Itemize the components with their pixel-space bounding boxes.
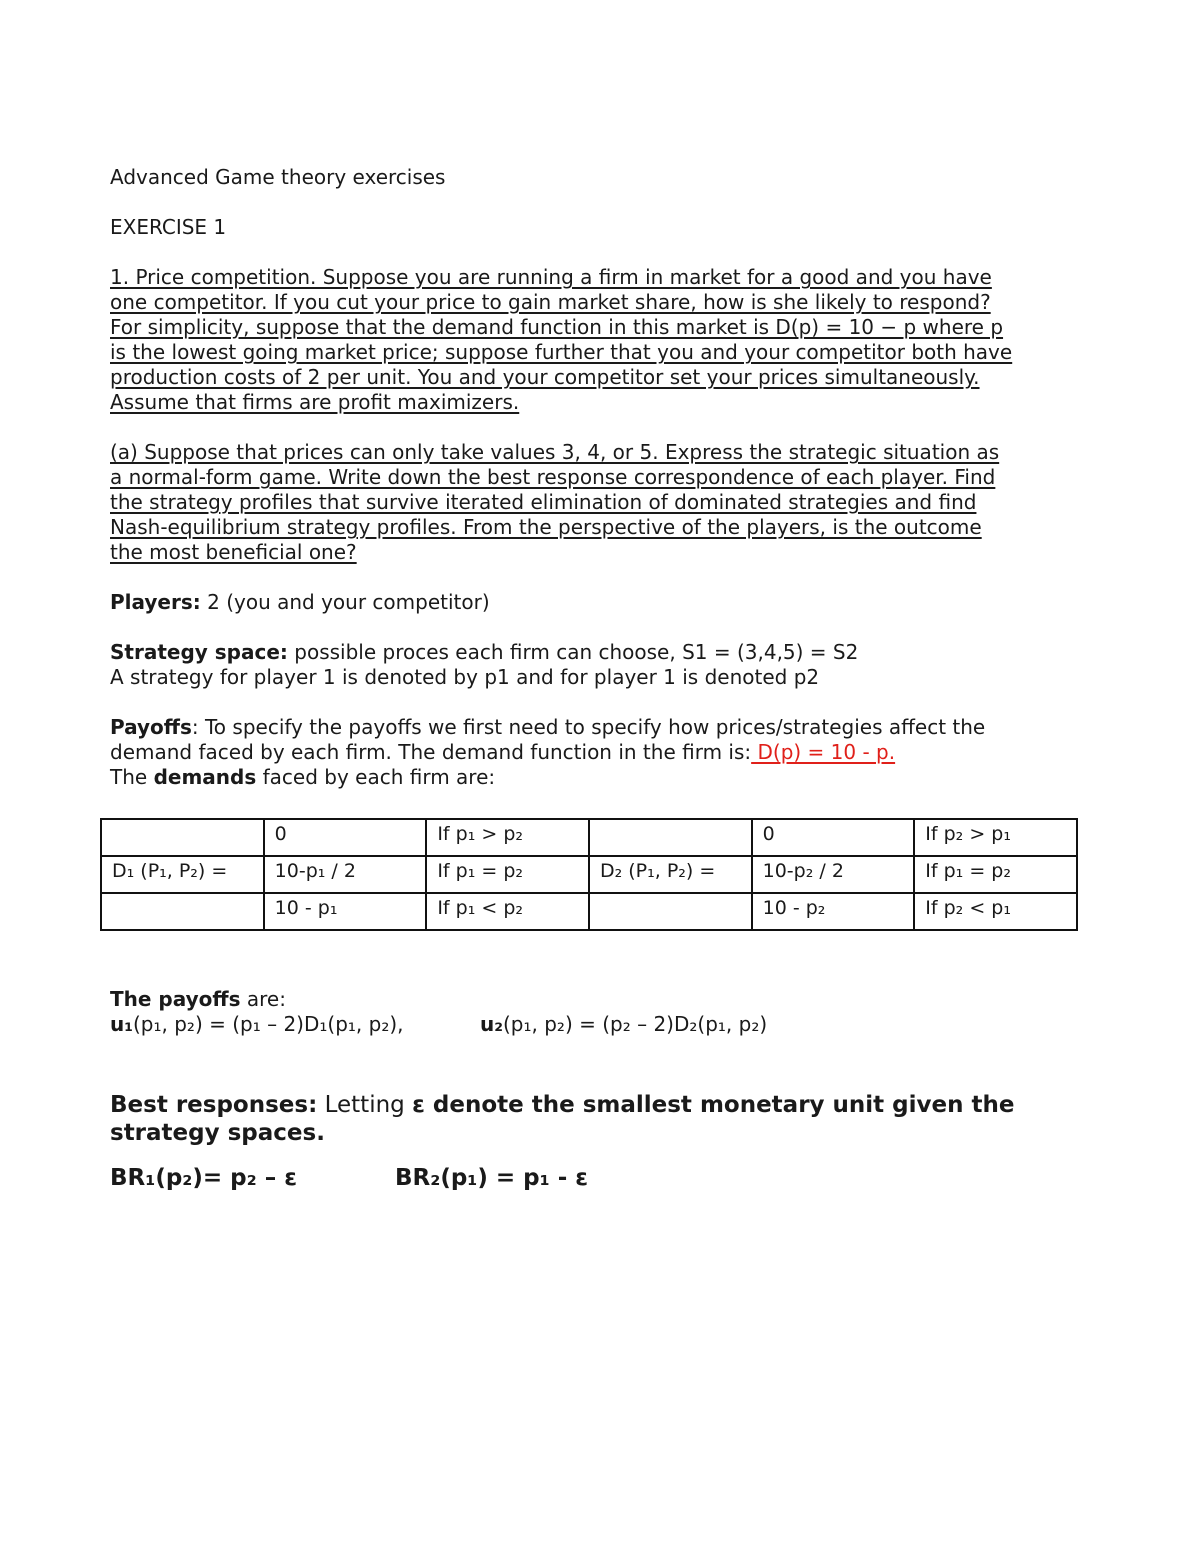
table-cell: If p₁ > p₂ [426,819,589,856]
table-row [101,856,1077,893]
document-body [110,165,1090,790]
utility-line [110,1012,1090,1037]
exercise-heading: EXERCISE 1 [110,215,227,239]
demand-function: D(p) = 10 - p. [751,740,896,764]
u1-text: (p₁, p₂) = (p₁ – 2)D₁(p₁, p₂), [133,1012,404,1036]
table-cell: If p₁ = p₂ [914,856,1077,893]
payoffs-line2 [110,740,1090,765]
table-cell: 0 [752,819,915,856]
table-cell: 10 - p₁ [264,893,427,930]
u2-label: u₂ [480,1012,503,1036]
payoffs-paragraph [110,715,1090,740]
players-paragraph [110,590,1090,615]
br-bold: ε denote the smallest monetary unit given the strategy spaces. [110,1092,1015,1146]
table-cell: If p₂ > p₁ [914,819,1077,856]
strategy-text: possible proces each firm can choose, S1 = (3,4,5) = S2 [287,640,859,664]
payoffs-section [110,987,1090,1037]
demands-pre: The [110,765,154,789]
problem-line: is the lowest going market price; suppose further that you and your competitor both have [110,340,1013,364]
u1-label: u₁ [110,1012,133,1036]
table-cell [589,819,752,856]
table-cell: D₂ (P₁, P₂) = [589,856,752,893]
br-formulas [110,1164,1090,1192]
table-cell: If p₁ = p₂ [426,856,589,893]
problem-line: 1. Price competition. Suppose you are running a firm in market for a good and you have [110,265,992,289]
demands-line [110,765,1090,790]
demands-bold: demands [153,765,257,789]
payoffs-line2-text: demand faced by each firm. The demand function in the firm is: [110,740,752,764]
table-cell: If p₁ < p₂ [426,893,589,930]
table-row [101,893,1077,930]
part-a-line: a normal-form game. Write down the best response correspondence of each player. Find [110,465,996,489]
part-a-line: (a) Suppose that prices can only take values 3, 4, or 5. Express the strategic situation as [110,440,1000,464]
br-text: Letting [317,1092,413,1118]
table-cell [589,893,752,930]
table-cell: If p₂ < p₁ [914,893,1077,930]
table-cell [101,819,264,856]
part-a-line: the strategy profiles that survive iterated elimination of dominated strategies and find [110,490,977,514]
payoffs-label: Payoffs [110,715,192,739]
u1-formula [110,1012,404,1037]
br-label: Best responses: [110,1092,318,1118]
u2-formula [480,1012,767,1037]
payoffs-are-text: are: [240,987,286,1011]
best-responses-section [110,1091,1090,1192]
payoffs-text: : To specify the payoffs we first need to specify how prices/strategies affect the [191,715,986,739]
table-cell: D₁ (P₁, P₂) = [101,856,264,893]
table-cell [101,893,264,930]
best-responses-paragraph [110,1091,1090,1147]
problem-line: For simplicity, suppose that the demand function in this market is D(p) = 10 − p where p [110,315,1004,339]
doc-title: Advanced Game theory exercises [110,165,446,189]
strategy-paragraph [110,640,1090,665]
table-cell: 0 [264,819,427,856]
part-a-statement [110,440,1090,565]
problem-line: production costs of 2 per unit. You and your competitor set your prices simultaneously. [110,365,980,389]
br2-formula: BR₂(p₁) = p₁ - ε [395,1165,589,1191]
table-cell: 10-p₁ / 2 [264,856,427,893]
demands-post: faced by each firm are: [256,765,496,789]
part-a-line: the most beneficial one? [110,540,357,564]
payoffs-are-bold: The payoffs [110,987,241,1011]
u2-text: (p₁, p₂) = (p₂ – 2)D₂(p₁, p₂) [503,1012,768,1036]
table-cell: 10-p₂ / 2 [752,856,915,893]
payoffs-are-line [110,987,1090,1012]
players-text: 2 (you and your competitor) [200,590,490,614]
demand-table [100,818,1078,931]
problem-line: Assume that firms are profit maximizers. [110,390,520,414]
players-label: Players: [110,590,201,614]
table-cell: 10 - p₂ [752,893,915,930]
problem-line: one competitor. If you cut your price to gain market share, how is she likely to respond? [110,290,991,314]
problem-statement [110,265,1090,415]
part-a-line: Nash-equilibrium strategy profiles. From the perspective of the players, is the outcome [110,515,982,539]
table-row [101,819,1077,856]
strategy-line2: A strategy for player 1 is denoted by p1 and for player 1 is denoted p2 [110,665,820,689]
br1-formula: BR₁(p₂)= p₂ – ε [110,1165,298,1191]
strategy-label: Strategy space: [110,640,288,664]
